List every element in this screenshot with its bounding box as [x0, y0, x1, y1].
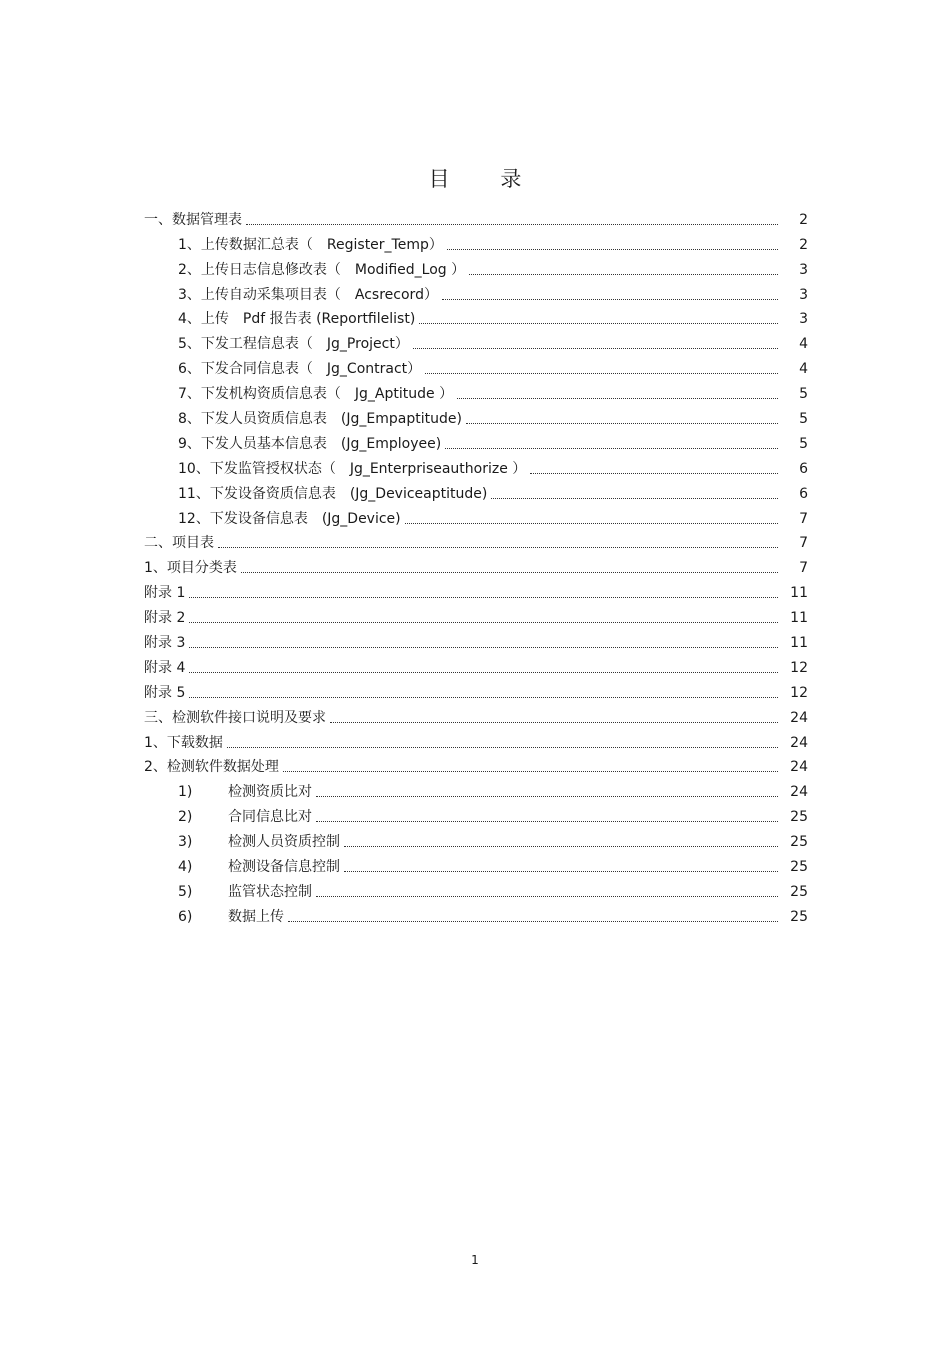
toc-entry-label: 3、上传自动采集项目表（ Acsrecord）	[178, 286, 438, 303]
toc-dot-leader	[227, 747, 778, 748]
toc-entry-number: 1)	[178, 784, 193, 801]
toc-dot-leader	[218, 547, 778, 548]
toc-dot-leader	[316, 896, 778, 897]
toc-entry[interactable]	[144, 577, 808, 602]
toc-entry-label	[178, 858, 344, 876]
toc-entry-page: 5	[799, 386, 808, 403]
toc-entry-page: 2	[799, 211, 808, 228]
toc-entry[interactable]	[144, 378, 808, 403]
toc-title: 目 录	[428, 167, 544, 191]
toc-entry-label: 4、上传 Pdf 报告表 (Reportfilelist)	[178, 311, 416, 328]
toc-dot-leader	[530, 473, 778, 474]
toc-entry[interactable]	[144, 851, 808, 876]
toc-entry[interactable]	[144, 901, 808, 926]
toc-entry-page: 24	[790, 734, 808, 751]
toc-entry-page: 11	[790, 585, 808, 602]
toc-entry-page: 25	[790, 883, 808, 900]
toc-entry-label: 7、下发机构资质信息表（ Jg_Aptitude ）	[178, 386, 454, 403]
toc-dot-leader	[189, 697, 778, 698]
toc-entry-label: 2、检测软件数据处理	[144, 759, 279, 776]
toc-dot-leader	[469, 274, 778, 275]
toc-dot-leader	[413, 348, 778, 349]
toc-entry-text: 检测设备信息控制	[228, 859, 340, 876]
toc-entry[interactable]	[144, 702, 808, 727]
toc-entry-page: 6	[799, 460, 808, 477]
toc-entry-page: 25	[790, 809, 808, 826]
toc-entry[interactable]	[144, 552, 808, 577]
toc-entry-label	[178, 883, 316, 901]
toc-entry[interactable]	[144, 353, 808, 378]
toc-entry[interactable]	[144, 528, 808, 553]
toc-dot-leader	[447, 249, 778, 250]
toc-entry-label: 附录 1	[144, 585, 186, 602]
toc-entry-page: 11	[790, 610, 808, 627]
toc-entry-label: 1、上传数据汇总表（ Register_Temp）	[178, 236, 443, 253]
toc-dot-leader	[246, 224, 778, 225]
toc-entry-text: 监管状态控制	[228, 883, 312, 900]
toc-dot-leader	[241, 572, 778, 573]
toc-dot-leader	[189, 597, 778, 598]
toc-dot-leader	[405, 523, 778, 524]
toc-entry-label: 6、下发合同信息表（ Jg_Contract）	[178, 361, 422, 378]
toc-entry[interactable]	[144, 801, 808, 826]
toc-dot-leader	[425, 373, 778, 374]
toc-entry[interactable]	[144, 776, 808, 801]
toc-entry-label	[178, 808, 316, 826]
toc-entry-page: 7	[799, 560, 808, 577]
toc-dot-leader	[288, 921, 778, 922]
toc-entry[interactable]	[144, 727, 808, 752]
toc-entry[interactable]	[144, 752, 808, 777]
toc-entry-label: 附录 3	[144, 635, 186, 652]
toc-entry-page: 2	[799, 236, 808, 253]
toc-entry-label: 附录 5	[144, 684, 186, 701]
toc-dot-leader	[189, 647, 778, 648]
toc-entry-label: 2、上传日志信息修改表（ Modified_Log ）	[178, 261, 466, 278]
toc-entry[interactable]	[144, 503, 808, 528]
toc-dot-leader	[189, 672, 778, 673]
toc-entry[interactable]	[144, 876, 808, 901]
toc-dot-leader	[419, 323, 778, 324]
toc-entry-label: 9、下发人员基本信息表 (Jg_Employee)	[178, 435, 442, 452]
toc-entry-number: 6)	[178, 908, 193, 925]
toc-entry-text: 检测资质比对	[228, 784, 312, 801]
toc-dot-leader	[330, 722, 778, 723]
toc-entry-label: 附录 2	[144, 610, 186, 627]
toc-entry-page: 12	[790, 659, 808, 676]
toc-entry-page: 7	[799, 510, 808, 527]
toc-entry-label: 8、下发人员资质信息表 (Jg_Empaptitude)	[178, 411, 462, 428]
toc-dot-leader	[445, 448, 778, 449]
toc-entry[interactable]	[144, 328, 808, 353]
table-of-contents	[144, 204, 808, 926]
toc-entry-page: 25	[790, 834, 808, 851]
toc-entry-label: 11、下发设备资质信息表 (Jg_Deviceaptitude)	[178, 485, 488, 502]
toc-entry-label: 10、下发监管授权状态（ Jg_Enterpriseauthorize ）	[178, 460, 527, 477]
toc-dot-leader	[457, 398, 778, 399]
toc-entry[interactable]	[144, 602, 808, 627]
toc-entry[interactable]	[144, 279, 808, 304]
toc-entry-label: 1、下载数据	[144, 734, 223, 751]
toc-entry[interactable]	[144, 403, 808, 428]
toc-entry-label: 5、下发工程信息表（ Jg_Project）	[178, 336, 409, 353]
toc-dot-leader	[344, 846, 778, 847]
toc-entry-page: 5	[799, 435, 808, 452]
page-number: 1	[471, 1253, 479, 1267]
toc-entry-label	[178, 783, 316, 801]
toc-entry-page: 25	[790, 859, 808, 876]
toc-entry-label: 二、项目表	[144, 535, 214, 552]
toc-entry[interactable]	[144, 627, 808, 652]
toc-entry-label: 一、数据管理表	[144, 211, 242, 228]
toc-dot-leader	[466, 423, 778, 424]
toc-entry-page: 12	[790, 684, 808, 701]
toc-dot-leader	[283, 771, 778, 772]
toc-entry-text: 合同信息比对	[228, 809, 312, 826]
toc-entry[interactable]	[144, 677, 808, 702]
toc-dot-leader	[316, 796, 778, 797]
toc-entry-page: 5	[799, 411, 808, 428]
toc-dot-leader	[442, 299, 778, 300]
toc-entry-page: 24	[790, 784, 808, 801]
toc-entry-page: 11	[790, 635, 808, 652]
toc-entry-page: 4	[799, 336, 808, 353]
toc-entry-page: 24	[790, 709, 808, 726]
toc-entry-page: 3	[799, 261, 808, 278]
toc-entry-text: 检测人员资质控制	[228, 834, 340, 851]
toc-entry[interactable]	[144, 204, 808, 229]
toc-entry-page: 3	[799, 311, 808, 328]
toc-dot-leader	[344, 871, 778, 872]
toc-entry-label: 三、检测软件接口说明及要求	[144, 709, 326, 726]
toc-entry-label	[178, 833, 344, 851]
toc-entry[interactable]	[144, 254, 808, 279]
toc-entry-page: 4	[799, 361, 808, 378]
toc-entry[interactable]	[144, 229, 808, 254]
toc-dot-leader	[491, 498, 778, 499]
toc-entry-page: 6	[799, 485, 808, 502]
toc-entry-label	[178, 908, 288, 926]
toc-entry[interactable]	[144, 826, 808, 851]
toc-entry-number: 4)	[178, 859, 193, 876]
toc-entry[interactable]	[144, 428, 808, 453]
toc-entry-number: 3)	[178, 834, 193, 851]
toc-entry-label: 12、下发设备信息表 (Jg_Device)	[178, 510, 401, 527]
toc-dot-leader	[316, 821, 778, 822]
toc-entry-page: 24	[790, 759, 808, 776]
toc-entry[interactable]	[144, 304, 808, 329]
toc-entry-page: 3	[799, 286, 808, 303]
toc-entry[interactable]	[144, 652, 808, 677]
toc-entry-page: 25	[790, 908, 808, 925]
toc-entry-label: 附录 4	[144, 659, 186, 676]
toc-entry-page: 7	[799, 535, 808, 552]
toc-entry-number: 5)	[178, 883, 193, 900]
toc-entry-number: 2)	[178, 809, 193, 826]
toc-dot-leader	[189, 622, 778, 623]
toc-entry-label: 1、项目分类表	[144, 560, 237, 577]
toc-entry[interactable]	[144, 453, 808, 478]
toc-entry[interactable]	[144, 478, 808, 503]
toc-entry-text: 数据上传	[228, 908, 284, 925]
